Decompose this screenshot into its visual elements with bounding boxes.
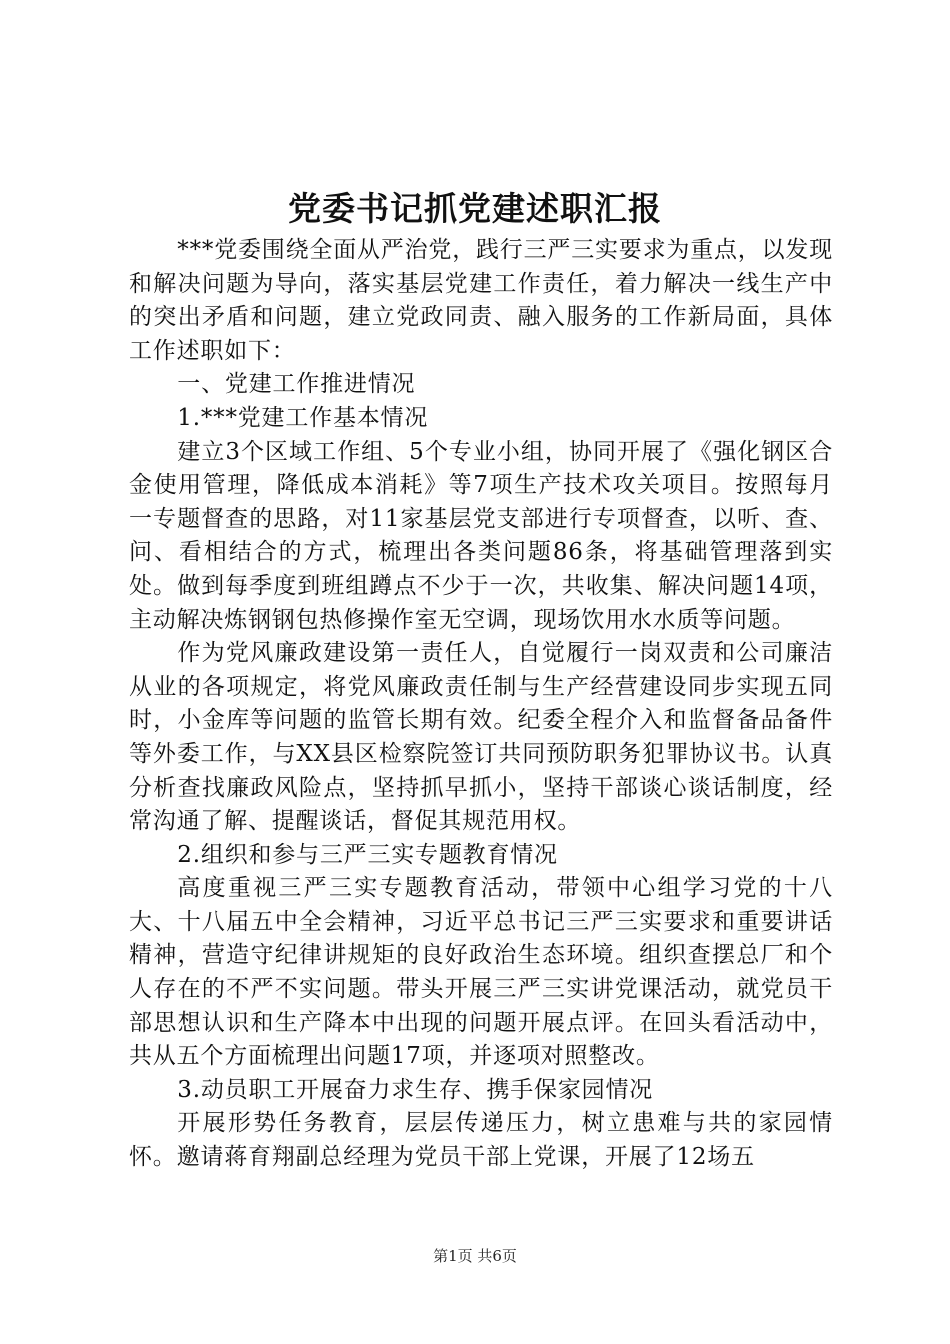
page-footer: 第1页 共6页 <box>433 1247 517 1265</box>
paragraph-basic-situation: 建立3个区域工作组、5个专业小组，协同开展了《强化钢区合金使用管理，降低成本消耗》等7项生产技术攻关项目。按照每月一专题督查的思路，对11家基层党支部进行专项督查，以听、查、问、看相结合的方式，梳理出各类问题86条，将基础管理落到实处。做到每季度到班组蹲点不少于一次，共收集、解决问题14项，主动解决炼钢钢包热修操作室无空调，现场饮用水水质等问题。 <box>129 438 833 633</box>
paragraph-intro: ***党委围绕全面从严治党，践行三严三实要求为重点，以发现和解决问题为导向，落实基层党建工作责任，着力解决一线生产中的突出矛盾和问题，建立党政同责、融入服务的工作新局面，具体工作述职如下： <box>129 237 833 364</box>
subsection-heading-2: 2.组织和参与三严三实专题教育情况 <box>177 841 558 868</box>
paragraph-education: 高度重视三严三实专题教育活动，带领中心组学习党的十八大、十八届五中全会精神，习近平总书记三严三实要求和重要讲话精神，营造守纪律讲规矩的良好政治生态环境。组织查摆总厂和个人存在的不严不实问题。带头开展三严三实讲党课活动，就党员干部思想认识和生产降本中出现的问题开展点评。在回头看活动中，共从五个方面梳理出问题17项，并逐项对照整改。 <box>129 875 833 1070</box>
subsection-heading-1: 1.***党建工作基本情况 <box>177 404 429 431</box>
subsection-heading-3: 3.动员职工开展奋力求生存、携手保家园情况 <box>177 1076 654 1103</box>
paragraph-mobilization: 开展形势任务教育，层层传递压力，树立患难与共的家园情怀。邀请蒋育翔副总经理为党员干部上党课，开展了12场五 <box>129 1110 833 1171</box>
document-title: 党委书记抓党建述职汇报 <box>288 189 662 228</box>
section-heading-1: 一、党建工作推进情况 <box>177 371 416 398</box>
document-body <box>129 234 833 1175</box>
paragraph-integrity: 作为党风廉政建设第一责任人，自觉履行一岗双责和公司廉洁从业的各项规定，将党风廉政责任制与生产经营建设同步实现五同时，小金库等问题的监管长期有效。纪委全程介入和监督备品备件等外委工作，与XX县区检察院签订共同预防职务犯罪协议书。认真分析查找廉政风险点，坚持抓早抓小，坚持干部谈心谈话制度，经常沟通了解、提醒谈话，督促其规范用权。 <box>129 640 833 835</box>
